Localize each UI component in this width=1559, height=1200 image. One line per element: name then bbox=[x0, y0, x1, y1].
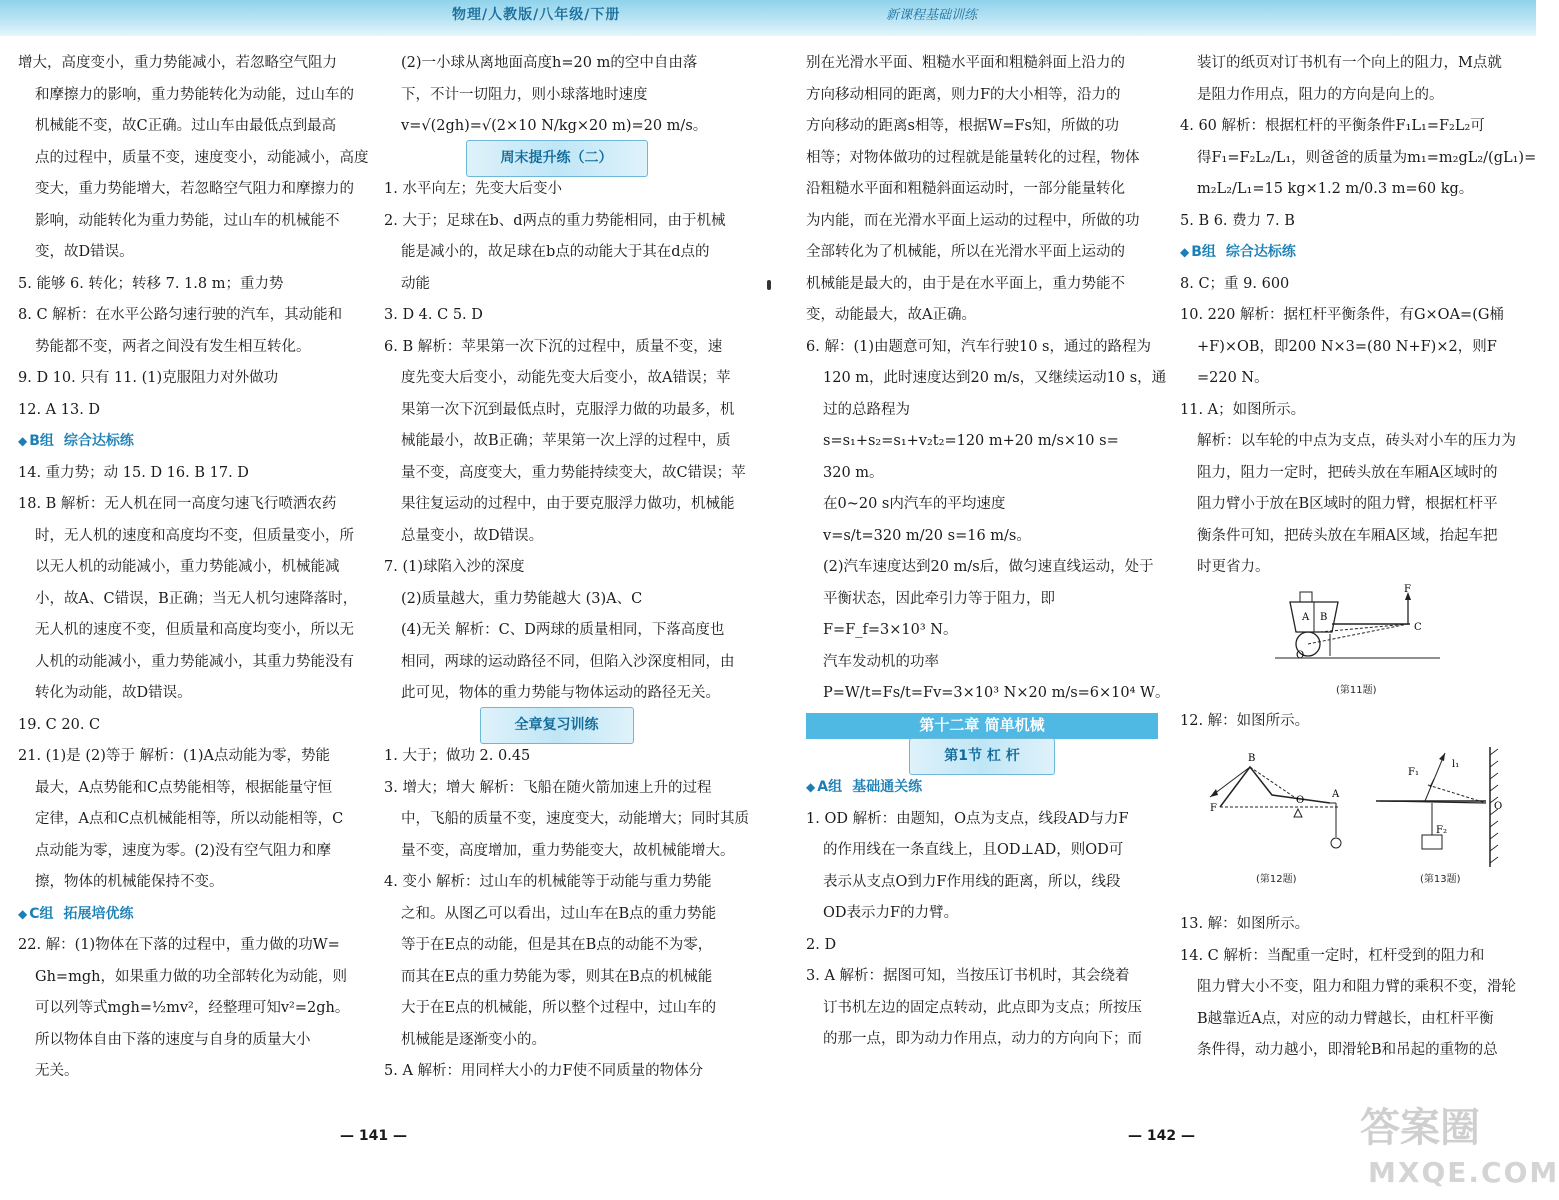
text-line: B越靠近A点，对应的动力臂越长，由杠杆平衡 bbox=[1197, 1010, 1494, 1027]
text-line: (4)无关 解析：C、D两球的质量相同，下落高度也 bbox=[401, 622, 725, 638]
text-line: 度先变大后变小，动能先变大后变小，故A错误；苹 bbox=[401, 370, 731, 386]
text-line: 14. C 解析：当配重一定时，杠杆受到的阻力和 bbox=[1180, 947, 1485, 964]
text-line: 5. B 6. 费力 7. B bbox=[1180, 212, 1295, 229]
figure-12-diagram bbox=[1180, 737, 1530, 887]
text-line: 方向移动的距离s相等，根据W=Fs知，所做的功 bbox=[806, 118, 1119, 134]
figure-12-label-o: O bbox=[1296, 795, 1305, 806]
text-line: 人机的动能减小，重力势能减小，其重力势能没有 bbox=[35, 653, 354, 670]
text-line: 22. 解：(1)物体在下落的过程中，重力做的功W= bbox=[18, 937, 340, 953]
text-line: 14. 重力势；动 15. D 16. B 17. D bbox=[18, 464, 249, 481]
text-line: 擦，物体的机械能保持不变。 bbox=[35, 874, 224, 890]
text-line: 相同，两球的运动路径不同，但陷入沙深度相同，由 bbox=[401, 653, 735, 670]
figure-11-label-b: B bbox=[1320, 611, 1328, 623]
watermark-logo: 答案圈 bbox=[1360, 1105, 1480, 1151]
text-line: 5. 能够 6. 转化；转移 7. 1.8 m；重力势 bbox=[18, 275, 284, 292]
text-line: 6. B 解析：苹果第一次下沉的过程中，质量不变，速 bbox=[384, 338, 723, 355]
text-line: 最大，A点势能和C点势能相等，根据能量守恒 bbox=[35, 779, 333, 796]
text-line: 变大，重力势能增大，若忽略空气阻力和摩擦力的 bbox=[35, 181, 354, 197]
text-line: 在0~20 s内汽车的平均速度 bbox=[823, 496, 1006, 512]
text-line: 大于在E点的机械能，所以整个过程中，过山车的 bbox=[401, 1000, 717, 1016]
diamond-icon: ◆ bbox=[1180, 245, 1190, 259]
text-line: 无关。 bbox=[35, 1063, 79, 1079]
text-line: 增大，高度变小，重力势能减小，若忽略空气阻力 bbox=[18, 55, 337, 71]
text-line: 21. (1)是 (2)等于 解析：(1)A点动能为零，势能 bbox=[18, 748, 330, 764]
group-label: B组 bbox=[29, 433, 54, 449]
text-line: (2)汽车速度达到20 m/s后，做匀速直线运动，处于 bbox=[823, 559, 1154, 575]
text-line: 机械能是最大的，由于是在水平面上，重力势能不 bbox=[806, 275, 1125, 292]
text-line: 衡条件可知，把砖头放在车厢A区域，抬起车把 bbox=[1197, 527, 1498, 544]
text-line: 变，动能最大，故A正确。 bbox=[806, 307, 976, 323]
group-label: A组 bbox=[817, 779, 843, 795]
text-line: 别在光滑水平面、粗糙水平面和粗糙斜面上沿力的 bbox=[806, 55, 1125, 71]
text-line: s=s₁+s₂=s₁+v₂t₂=120 m+20 m/s×10 s= bbox=[823, 433, 1119, 449]
text-line: 和摩擦力的影响，重力势能转化为动能，过山车的 bbox=[35, 86, 354, 103]
text-line: 阻力臂小于放在B区域时的阻力臂，根据杠杆平 bbox=[1197, 496, 1498, 512]
text-line: 为内能，而在光滑水平面上运动的过程中，所做的功 bbox=[806, 212, 1140, 229]
text-line: 定律，A点和C点机械能相等，所以动能相等，C bbox=[35, 811, 344, 827]
page-number-left: — 141 — bbox=[340, 1128, 407, 1144]
figure-11-label-c: C bbox=[1414, 621, 1422, 633]
group-heading bbox=[18, 426, 363, 458]
text-line: 装订的纸页对订书机有一个向上的阻力，M点就 bbox=[1197, 55, 1502, 71]
text-line: 得F₁=F₂L₂/L₁，则爸爸的质量为m₁=m₂gL₂/(gL₁)= bbox=[1197, 149, 1537, 166]
text-line: 所以物体自由下落的速度与自身的质量大小 bbox=[35, 1031, 311, 1048]
section-banner-title: 全章复习训练 bbox=[480, 707, 634, 745]
text-line: 果往复运动的过程中，由于要克服浮力做功，机械能 bbox=[401, 496, 735, 512]
text-line: 等于在E点的动能，但是其在B点的动能不为零， bbox=[401, 937, 713, 953]
text-line: 3. A 解析：据图可知，当按压订书机时，其会绕着 bbox=[806, 968, 1130, 984]
text-line: 的作用线在一条直线上，且OD⊥AD，则OD可 bbox=[823, 842, 1124, 858]
text-line: 以无人机的动能减小，重力势能减小，机械能减 bbox=[35, 559, 340, 575]
group-heading bbox=[1180, 237, 1530, 269]
figure-12-label-f: F bbox=[1210, 803, 1217, 814]
text-line: 点动能为零，速度为零。(2)没有空气阻力和摩 bbox=[35, 842, 332, 859]
text-line: +F)×OB，即200 N×3=(80 N+F)×2，则F bbox=[1197, 338, 1497, 355]
figures-12-13 bbox=[1180, 737, 1530, 909]
section-banner-title: 第1节 杠 杆 bbox=[909, 738, 1055, 776]
text-line: 机械能是逐渐变小的。 bbox=[401, 1031, 546, 1048]
text-line: 动能 bbox=[401, 275, 430, 292]
group-title: 基础通关练 bbox=[852, 779, 923, 795]
figure-11-label-f: F bbox=[1404, 583, 1411, 595]
text-line: m₂L₂/L₁=15 kg×1.2 m/0.3 m=60 kg。 bbox=[1197, 181, 1474, 197]
text-line: 全部转化为了机械能，所以在光滑水平面上运动的 bbox=[806, 244, 1125, 260]
group-title: 拓展培优练 bbox=[63, 905, 134, 922]
text-line: 12. A 13. D bbox=[18, 401, 101, 418]
text-line: 5. A 解析：用同样大小的力F使不同质量的物体分 bbox=[384, 1063, 704, 1079]
group-heading bbox=[18, 899, 363, 931]
text-line: 势能都不变，两者之间没有发生相互转化。 bbox=[35, 338, 311, 355]
text-line: 过的总路程为 bbox=[823, 401, 910, 418]
header-title: 物理/人教版/八年级/下册 bbox=[452, 7, 621, 23]
text-line: 4. 变小 解析：过山车的机械能等于动能与重力势能 bbox=[384, 874, 712, 890]
group-label: B组 bbox=[1191, 244, 1216, 260]
text-line: 320 m。 bbox=[823, 464, 884, 481]
figure-11 bbox=[1180, 584, 1530, 706]
text-line: 1. 大于；做功 2. 0.45 bbox=[384, 748, 531, 764]
text-line: F=F_f=3×10³ N。 bbox=[823, 622, 958, 638]
text-line: 1. OD 解析：由题知，O点为支点，线段AD与力F bbox=[806, 810, 1129, 827]
text-line: 果第一次下沉到最低点时，克服浮力做的功最多，机 bbox=[401, 401, 735, 418]
figure-11-caption: (第11题) bbox=[1336, 684, 1377, 696]
text-line: 是阻力作用点，阻力的方向是向上的。 bbox=[1197, 86, 1444, 103]
text-line: 2. 大于；足球在b、d两点的重力势能相同，由于机械 bbox=[384, 212, 726, 229]
text-line: 8. C；重 9. 600 bbox=[1180, 275, 1290, 292]
figure-13-label-l1: l₁ bbox=[1452, 759, 1460, 770]
column-3 bbox=[806, 48, 1170, 1056]
chapter-banner: 第十二章 简单机械 bbox=[806, 713, 1158, 739]
text-line: 9. D 10. 只有 11. (1)克服阻力对外做功 bbox=[18, 370, 279, 386]
text-line: 时，无人机的速度和高度均不变，但质量变小，所 bbox=[35, 527, 354, 544]
group-title: 综合达标练 bbox=[1225, 244, 1296, 260]
diamond-icon: ◆ bbox=[806, 780, 816, 794]
figure-13-label-o: O bbox=[1494, 801, 1503, 812]
text-line: 订书机左边的固定点转动，此点即为支点；所按压 bbox=[823, 999, 1142, 1016]
text-line: (2)一小球从离地面高度h=20 m的空中自由落 bbox=[401, 55, 698, 71]
text-line: 小，故A、C错误，B正确；当无人机匀速降落时， bbox=[35, 590, 358, 607]
section-banner-title: 周末提升练（二） bbox=[466, 140, 648, 178]
text-line: v=s/t=320 m/20 s=16 m/s。 bbox=[823, 527, 1031, 544]
text-line: OD表示力F的力臂。 bbox=[823, 905, 959, 921]
text-line: v=√(2gh)=√(2×10 N/kg×20 m)=20 m/s。 bbox=[401, 118, 708, 134]
figure-11-diagram bbox=[1180, 584, 1530, 688]
section-banner bbox=[806, 741, 1158, 773]
text-line: 19. C 20. C bbox=[18, 716, 101, 733]
figure-12-caption: (第12题) bbox=[1256, 874, 1297, 885]
text-line: 转化为动能，故D错误。 bbox=[35, 685, 192, 701]
group-title: 综合达标练 bbox=[63, 433, 134, 449]
diamond-icon: ◆ bbox=[18, 434, 28, 448]
text-line: 的那一点，即为动力作用点，动力的方向向下；而 bbox=[823, 1031, 1142, 1047]
text-line: 平衡状态，因此牵引力等于阻力，即 bbox=[823, 590, 1055, 607]
text-line: 变，故D错误。 bbox=[35, 244, 134, 260]
text-line: 之和。从图乙可以看出，过山车在B点的重力势能 bbox=[401, 905, 717, 922]
figure-11-label-a: A bbox=[1302, 611, 1310, 623]
section-banner bbox=[384, 143, 729, 175]
text-line: 8. C 解析：在水平公路匀速行驶的汽车，其动能和 bbox=[18, 307, 343, 323]
text-line: 2. D bbox=[806, 936, 837, 953]
group-label: C组 bbox=[29, 905, 54, 922]
figure-13-caption: (第13题) bbox=[1420, 874, 1461, 885]
figure-12-label-a: A bbox=[1332, 789, 1340, 800]
text-line: 无人机的速度不变，但质量和高度均变小，所以无 bbox=[35, 622, 354, 638]
text-line: 影响，动能转化为重力势能，过山车的机械能不 bbox=[35, 212, 340, 229]
text-line: 阻力臂大小不变，阻力和阻力臂的乘积不变，滑轮 bbox=[1197, 979, 1516, 995]
q12-text: 12. 解：如图所示。 bbox=[1180, 712, 1310, 729]
text-line: 而其在E点的重力势能为零，则其在B点的机械能 bbox=[401, 968, 713, 985]
page-header bbox=[0, 0, 1536, 36]
text-line: 1. 水平向左；先变大后变小 bbox=[384, 181, 562, 197]
text-line: 此可见，物体的重力势能与物体运动的路径无关。 bbox=[401, 685, 720, 701]
watermark-url: MXQE.COM bbox=[1368, 1156, 1559, 1189]
text-line: 械能最小，故B正确；苹果第一次上浮的过程中，质 bbox=[401, 433, 731, 449]
figure-13-label-f1: F₁ bbox=[1408, 767, 1419, 778]
figure-13-label-f2: F₂ bbox=[1436, 825, 1447, 836]
header-brand: 新课程基础训练 bbox=[886, 8, 978, 23]
text-line: 7. (1)球陷入沙的深度 bbox=[384, 559, 525, 575]
figure-11-label-o: O bbox=[1296, 649, 1305, 661]
text-line: 沿粗糙水平面和粗糙斜面运动时，一部分能量转化 bbox=[806, 181, 1125, 197]
text-line: 机械能不变，故C正确。过山车由最低点到最高 bbox=[35, 118, 337, 134]
text-line: P=W/t=Fs/t=Fv=3×10³ N×20 m/s=6×10⁴ W。 bbox=[823, 685, 1170, 701]
text-line: 11. A；如图所示。 bbox=[1180, 401, 1306, 418]
text-line: 解析：以车轮的中点为支点，砖头对小车的压力为 bbox=[1197, 433, 1516, 449]
text-line: 可以列等式mgh=½mv²，经整理可知v²=2gh。 bbox=[35, 1000, 350, 1016]
group-heading bbox=[806, 772, 1158, 804]
page-number-right: — 142 — bbox=[1128, 1128, 1195, 1144]
text-line: Gh=mgh，如果重力做的功全部转化为动能，则 bbox=[35, 968, 347, 985]
column-1 bbox=[18, 48, 369, 1088]
figure-12-label-b: B bbox=[1248, 753, 1256, 764]
text-line: 能是减小的，故足球在b点的动能大于其在d点的 bbox=[401, 244, 710, 260]
text-line: 4. 60 解析：根据杠杆的平衡条件F₁L₁=F₂L₂可 bbox=[1180, 118, 1485, 134]
column-2 bbox=[384, 48, 749, 1088]
text-line: 条件得，动力越小，即滑轮B和吊起的重物的总 bbox=[1197, 1042, 1498, 1058]
section-banner bbox=[384, 710, 729, 742]
text-line: 120 m，此时速度达到20 m/s，又继续运动10 s，通 bbox=[823, 370, 1167, 386]
column-4 bbox=[1180, 48, 1537, 1067]
text-line: 3. 增大；增大 解析：飞船在随火箭加速上升的过程 bbox=[384, 779, 712, 796]
text-line: 汽车发动机的功率 bbox=[823, 653, 939, 670]
text-line: 方向移动相同的距离，则力F的大小相等，沿力的 bbox=[806, 86, 1121, 103]
text-line: 点的过程中，质量不变，速度变小，动能减小，高度 bbox=[35, 149, 369, 166]
center-fold-mark bbox=[767, 280, 771, 290]
text-line: 中，飞船的质量不变，速度变大，动能增大；同时其质 bbox=[401, 811, 749, 827]
text-line: 6. 解：(1)由题意可知，汽车行驶10 s，通过的路程为 bbox=[806, 338, 1151, 355]
text-line: 时更省力。 bbox=[1197, 559, 1270, 575]
text-line: 13. 解：如图所示。 bbox=[1180, 916, 1310, 932]
text-line: 量不变，高度变大，重力势能持续变大，故C错误；苹 bbox=[401, 464, 746, 481]
text-line: 量不变，高度增加，重力势能变大，故机械能增大。 bbox=[401, 842, 735, 859]
text-line: 表示从支点O到力F作用线的距离，所以，线段 bbox=[823, 873, 1121, 890]
text-line: 相等；对物体做功的过程就是能量转化的过程，物体 bbox=[806, 149, 1140, 166]
text-line: 阻力，阻力一定时，把砖头放在车厢A区域时的 bbox=[1197, 464, 1498, 481]
text-line: 18. B 解析：无人机在同一高度匀速飞行喷洒农药 bbox=[18, 496, 337, 512]
text-line: (2)质量越大，重力势能越大 (3)A、C bbox=[401, 590, 643, 607]
text-line: 下，不计一切阻力，则小球落地时速度 bbox=[401, 86, 648, 103]
text-line: 总量变小，故D错误。 bbox=[401, 527, 544, 544]
text-line: 3. D 4. C 5. D bbox=[384, 307, 483, 323]
diamond-icon: ◆ bbox=[18, 906, 28, 921]
text-line: =220 N。 bbox=[1197, 370, 1269, 386]
text-line: 10. 220 解析：据杠杆平衡条件，有G×OA=(G桶 bbox=[1180, 307, 1504, 323]
